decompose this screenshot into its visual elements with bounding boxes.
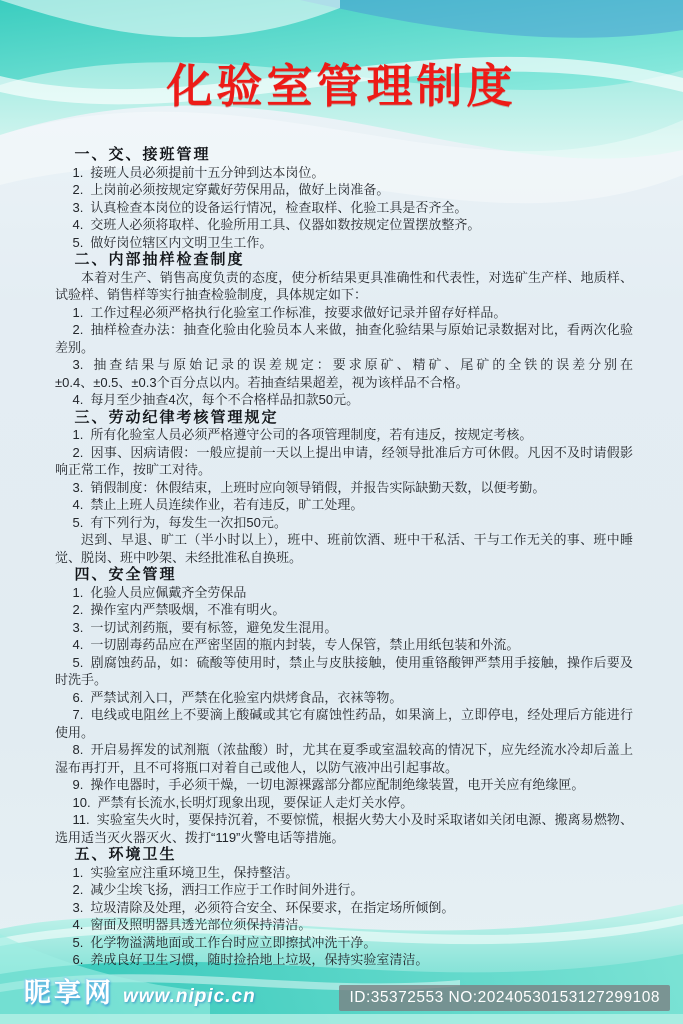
rule-item bbox=[55, 321, 633, 356]
item-text: 实验室失火时，要保持沉着，不要惊慌，根据火势大小及时采取诸如关闭电源、搬离易燃物、选用适当灭火器灭火、拨打“119”火警电话等措施。 bbox=[55, 812, 633, 845]
rule-item bbox=[55, 496, 633, 514]
rule-item bbox=[55, 654, 633, 689]
watermark-url: www.nipic.cn bbox=[123, 986, 256, 1007]
rule-item bbox=[55, 304, 633, 322]
rule-item bbox=[55, 899, 633, 917]
item-text: 开启易挥发的试剂瓶（浓盐酸）时，尤其在夏季或室温较高的情况下，应先经流水冷却后盖上湿布再打开，且不可将瓶口对着自己或他人，以防气液冲出引起事故。 bbox=[55, 742, 633, 775]
rule-item bbox=[55, 234, 633, 252]
section-heading: 二、内部抽样检查制度 bbox=[74, 251, 245, 268]
item-text: 化学物溢满地面或工作台时应立即擦拭冲洗干净。 bbox=[90, 934, 377, 950]
rule-item bbox=[55, 584, 633, 602]
item-text: 操作室内严禁吸烟，不准有明火。 bbox=[90, 602, 286, 617]
item-text: 本着对生产、销售高度负责的态度，使分析结果更具准确性和代表性，对选矿生产样、地质样、试验样、销售样等实行抽查检验制度，具体规定如下： bbox=[55, 269, 633, 302]
item-text: 剧腐蚀药品，如：硫酸等使用时，禁止与皮肤接触，使用重铬酸钾严禁用手接触，操作后要及时洗手。 bbox=[55, 654, 633, 687]
item-text: 工作过程必须严格执行化验室工作标准，按要求做好记录并留存好样品。 bbox=[90, 304, 507, 320]
rule-item bbox=[55, 864, 633, 882]
item-number: 1. bbox=[72, 584, 84, 600]
item-number: 2. bbox=[72, 322, 84, 337]
item-number: 2. bbox=[72, 182, 84, 197]
rule-item bbox=[55, 881, 633, 899]
item-number: 1. bbox=[72, 427, 84, 442]
item-number: 1. bbox=[72, 864, 84, 880]
item-text: 抽样检查办法：抽查化验由化验员本人来做，抽查化验结果与原始记录数据对比，看两次化验差别。 bbox=[55, 322, 633, 355]
item-number: 4. bbox=[72, 392, 84, 407]
rule-item bbox=[55, 601, 633, 619]
section-heading: 一、交、接班管理 bbox=[74, 146, 211, 163]
section-1 bbox=[55, 146, 633, 251]
item-number: 4. bbox=[72, 917, 84, 932]
rule-item bbox=[55, 391, 633, 409]
watermark-site bbox=[24, 971, 256, 1010]
nipic-logo: 昵享网 bbox=[24, 978, 114, 1008]
rule-item bbox=[55, 811, 633, 846]
item-text: 一切剧毒药品应在严密坚固的瓶内封装，专人保管，禁止用纸包装和外流。 bbox=[90, 637, 520, 652]
item-number: 2. bbox=[72, 882, 84, 897]
item-text: 每月至少抽查4次，每个不合格样品扣款50元。 bbox=[90, 392, 360, 407]
rule-item bbox=[55, 356, 633, 391]
item-number: 4. bbox=[72, 217, 84, 232]
rule-item bbox=[55, 636, 633, 654]
section-5 bbox=[55, 846, 633, 969]
item-text: 做好岗位辖区内文明卫生工作。 bbox=[90, 234, 273, 250]
item-number: 11. bbox=[72, 812, 90, 827]
item-text: 窗面及照明器具透光部位须保持清洁。 bbox=[90, 917, 312, 932]
item-number: 2. bbox=[72, 444, 84, 460]
item-text: 实验室应注重环境卫生，保持整洁。 bbox=[90, 864, 299, 880]
rule-item bbox=[55, 164, 633, 182]
item-text: 垃圾清除及处理，必须符合安全、环保要求，在指定场所倾倒。 bbox=[90, 899, 455, 915]
item-text: 电线或电阻丝上不要滴上酸碱或其它有腐蚀性药品，如果滴上，立即停电，经处理后方能进行使用。 bbox=[55, 707, 633, 740]
rule-item bbox=[55, 181, 633, 199]
item-text: 养成良好卫生习惯，随时捡拾地上垃圾，保持实验室清洁。 bbox=[90, 952, 429, 967]
item-text: 接班人员必须提前十五分钟到达本岗位。 bbox=[90, 164, 325, 180]
item-number: 4. bbox=[72, 637, 84, 652]
item-text: 化验人员应佩戴齐全劳保品 bbox=[90, 584, 247, 600]
section-3 bbox=[55, 409, 633, 567]
rule-item bbox=[55, 514, 633, 532]
item-number: 4. bbox=[72, 497, 84, 512]
section-4 bbox=[55, 566, 633, 846]
item-number: 5. bbox=[72, 514, 84, 530]
item-text: 操作电器时，手必须干燥，一切电源裸露部分都应配制绝缘装置，电开关应有绝缘匣。 bbox=[90, 777, 585, 792]
rule-item bbox=[55, 479, 633, 497]
item-text: 禁止上班人员连续作业，若有违反，旷工处理。 bbox=[90, 497, 364, 512]
item-number: 6. bbox=[72, 952, 84, 967]
item-number: 9. bbox=[72, 777, 84, 792]
item-text: 销假制度：休假结束，上班时应向领导销假，并报告实际缺勤天数，以便考勤。 bbox=[90, 479, 546, 495]
item-text: 上岗前必须按规定穿戴好劳保用品，做好上岗准备。 bbox=[90, 182, 390, 197]
item-number: 3. bbox=[72, 619, 84, 635]
item-text: 严禁试剂入口，严禁在化验室内烘烤食品，衣袜等物。 bbox=[90, 689, 403, 705]
rule-item bbox=[55, 916, 633, 934]
rule-item bbox=[55, 444, 633, 479]
item-text: 迟到、早退、旷工（半小时以上），班中、班前饮酒、班中干私活、干与工作无关的事、班中睡觉、脱岗、班中吵架、未经批准私自换班。 bbox=[55, 532, 633, 565]
item-text: 有下列行为，每发生一次扣50元。 bbox=[90, 514, 287, 530]
rule-item bbox=[55, 776, 633, 794]
rule-paragraph bbox=[55, 269, 633, 304]
item-number: 10. bbox=[72, 794, 91, 810]
item-text: 严禁有长流水,长明灯现象出现，要保证人走灯关水停。 bbox=[97, 794, 414, 810]
item-number: 1. bbox=[72, 164, 84, 180]
item-number: 3. bbox=[72, 199, 84, 215]
page-title: 化验室管理制度 bbox=[166, 60, 517, 112]
section-heading: 四、安全管理 bbox=[74, 566, 177, 583]
rule-item bbox=[55, 741, 633, 776]
item-number: 2. bbox=[72, 602, 84, 617]
item-number: 3. bbox=[72, 899, 84, 915]
rule-item bbox=[55, 426, 633, 444]
rule-paragraph bbox=[55, 531, 633, 566]
item-number: 1. bbox=[72, 304, 84, 320]
watermark-id-badge: ID:35372553 NO:20240530153127299108 bbox=[339, 985, 670, 1011]
item-number: 6. bbox=[72, 689, 84, 705]
item-number: 8. bbox=[72, 742, 84, 757]
item-text: 交班人必须将取样、化验所用工具、仪器如数按规定位置摆放整齐。 bbox=[90, 217, 481, 232]
section-heading: 三、劳动纪律考核管理规定 bbox=[74, 408, 279, 426]
section-heading: 五、环境卫生 bbox=[74, 846, 177, 863]
item-number: 5. bbox=[72, 654, 84, 670]
rule-item bbox=[55, 706, 633, 741]
rule-item bbox=[55, 199, 633, 217]
rule-item bbox=[55, 216, 633, 234]
item-text: 所有化验室人员必须严格遵守公司的各项管理制度，若有违反，按规定考核。 bbox=[90, 427, 533, 442]
item-number: 3. bbox=[72, 357, 84, 372]
item-text: 减少尘埃飞扬，洒扫工作应于工作时间外进行。 bbox=[90, 882, 364, 897]
rules-content bbox=[55, 146, 633, 969]
rule-item bbox=[55, 794, 633, 812]
item-number: 3. bbox=[72, 479, 84, 495]
item-number: 5. bbox=[72, 234, 84, 250]
rule-item bbox=[55, 689, 633, 707]
item-text: 一切试剂药瓶，要有标签，避免发生混用。 bbox=[90, 619, 338, 635]
item-text: 抽查结果与原始记录的误差规定：要求原矿、精矿、尾矿的全铁的误差分别在±0.4、±0.5、±0.3个百分点以内。若抽查结果超差，视为该样品不合格。 bbox=[55, 357, 633, 390]
item-text: 因事、因病请假：一般应提前一天以上提出申请，经领导批准后方可休假。凡因不及时请假影响正常工作，按旷工对待。 bbox=[55, 444, 633, 477]
rule-item bbox=[55, 934, 633, 952]
item-number: 5. bbox=[72, 934, 84, 950]
rule-item bbox=[55, 619, 633, 637]
rule-item bbox=[55, 951, 633, 969]
item-number: 7. bbox=[72, 707, 84, 722]
section-2 bbox=[55, 251, 633, 409]
item-text: 认真检查本岗位的设备运行情况，检查取样、化验工具是否齐全。 bbox=[90, 199, 468, 215]
